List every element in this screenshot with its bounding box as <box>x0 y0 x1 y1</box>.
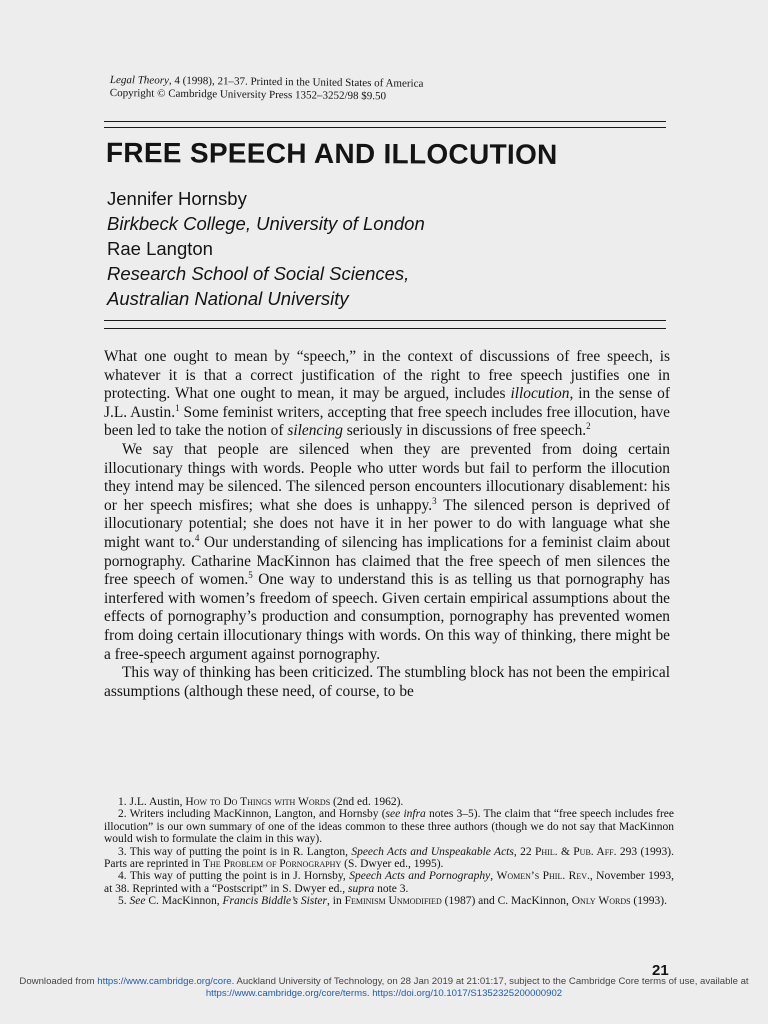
author-affiliation: Research School of Social Sciences, <box>107 263 410 284</box>
footnote-text: , 22 <box>513 845 535 858</box>
footnote-text: notes 3–5). The claim that “free speech includes free illocution” is our own summary of one of the ideas common to these three authors (though we do not say that MacKinnon would wish to formulate the claim in this way). <box>104 808 674 846</box>
body-text: What one ought to mean by “speech,” in the context of discussions of free speech, is whatever it is that a correct justification of the right to free speech justifies one in protecting. What one ought to mean, it may be argued, includes <box>104 348 670 403</box>
body-text: Some feminist writers, accepting that free speech includes free illocution, have been led to take the notion of <box>104 403 670 440</box>
footnote-text: 3. This way of putting the point is in R. Langton, <box>118 845 352 858</box>
footnote-text: 4. This way of putting the point is in J. Hornsby, <box>118 870 350 883</box>
footnote-text: 1. J.L. Austin, <box>118 796 186 808</box>
body-paragraph <box>104 441 670 664</box>
footnote-text: , in <box>327 895 345 908</box>
author-affiliation: Birkbeck College, University of London <box>107 213 425 234</box>
footer-text: . <box>366 988 373 999</box>
footnote-ref: 5 <box>248 570 253 580</box>
footer-text: Downloaded from <box>19 976 98 987</box>
footnote-text: (1993). <box>630 895 667 908</box>
footnote <box>104 870 674 895</box>
footnote-text: (2nd ed. 1962). <box>330 796 404 808</box>
footnote-smallcaps: Women’s Phil. Rev. <box>496 870 590 883</box>
footnote <box>104 846 674 871</box>
article-body <box>104 348 670 701</box>
footnote-smallcaps: Feminism Unmodified <box>344 895 442 908</box>
footnote-text: , November 1993, at 38. Reprinted with a “Postscript” in S. Dwyer ed., <box>104 870 674 895</box>
footnote-ref: 4 <box>194 532 200 543</box>
author-name: Jennifer Hornsby <box>107 188 247 209</box>
journal-header <box>110 74 424 104</box>
footer-link-terms[interactable]: https://www.cambridge.org/core/terms <box>205 988 367 999</box>
footnote-text: note 3. <box>374 882 409 895</box>
download-footer <box>4 976 764 1000</box>
mid-rule-1 <box>104 320 666 321</box>
footnote-text: 2. Writers including MacKinnon, Langton, and Hornsby ( <box>118 808 386 821</box>
body-paragraph: This way of thinking has been criticized. The stumbling block has not been the empirical assumptions (although these need, of course, to be <box>104 664 670 700</box>
mid-rule-2 <box>104 328 666 329</box>
author-affiliation: Australian National University <box>107 288 349 309</box>
footnote-text: 5. <box>118 895 130 908</box>
footer-link-core[interactable]: https://www.cambridge.org/core <box>97 976 232 987</box>
top-rule-2 <box>104 127 666 128</box>
body-text: The silenced person is deprived of illocutionary potential; she does not have it in her power to do with language what she might want to. <box>104 496 671 551</box>
footnote-text: , <box>490 870 497 883</box>
footnote-smallcaps: The Problem of Pornography <box>203 858 342 871</box>
article-title: FREE SPEECH AND ILLOCUTION <box>105 137 558 170</box>
footnote-emphasis: Speech Acts and Unspeakable Acts <box>351 845 514 858</box>
body-text: We say that people are silenced when they are prevented from doing certain illocutionary things with words. People who utter words but fail to perform the illocution they intend may be silenced. The silenced person encounters illocutionary disablement: his or her speech misfires; what she does is unhappy. <box>104 440 670 514</box>
footnote-smallcaps: How to Do Things with Words <box>185 796 331 808</box>
body-emphasis: illocution <box>510 385 570 403</box>
page-number: 21 <box>652 962 669 979</box>
footnote <box>104 808 674 845</box>
body-text: seriously in discussions of free speech. <box>342 422 587 440</box>
footnote-ref: 3 <box>432 495 437 506</box>
footnote-text: 293 (1993). Parts are reprinted in <box>104 845 674 871</box>
footnote-ref: 2 <box>586 421 591 432</box>
body-text: One way to understand this is as telling us that pornography has interfered with women’s freedom of speech. Given certain empirical assumptions about the effects of pornography’s production and consumption, pornography has prevented women from doing certain illocutionary things with words. On this way of thinking, there might be a free-speech argument against pornography. <box>104 571 671 663</box>
body-emphasis: silencing <box>287 422 343 440</box>
body-paragraph <box>104 348 670 441</box>
copyright-line: Copyright © Cambridge University Press 1352–3252/98 $9.50 <box>109 86 387 103</box>
footnote-emphasis: see infra <box>385 808 426 821</box>
footer-link-doi[interactable]: https://doi.org/10.1017/S1352325200000902 <box>372 988 563 999</box>
journal-details: , 4 (1998), 21–37. Printed in the United States of America <box>168 74 424 90</box>
author-name: Rae Langton <box>107 238 213 259</box>
footnote-emphasis: Francis Biddle’s Sister <box>222 895 328 908</box>
footnote-emphasis: See <box>129 895 146 908</box>
footnote-ref: 1 <box>175 402 180 413</box>
footnote-emphasis: supra <box>348 882 375 895</box>
body-text: Our understanding of silencing has implications for a feminist claim about pornography. Catharine MacKinnon has claimed that the free speech of men silences the free speech of women. <box>104 533 670 589</box>
author-block <box>107 186 425 311</box>
top-rule-1 <box>104 121 666 122</box>
footnotes <box>104 796 674 908</box>
footnote-smallcaps: Only Words <box>571 895 631 908</box>
footnote <box>104 895 674 907</box>
footnote-smallcaps: Phil. & Pub. Aff. <box>534 845 617 858</box>
footnote-text: (S. Dwyer ed., 1995). <box>341 858 444 871</box>
footnote-text: C. MacKinnon, <box>145 895 223 908</box>
footnote-text: (1987) and C. MacKinnon, <box>441 895 572 908</box>
journal-name: Legal Theory <box>109 74 169 87</box>
footer-text: . Auckland University of Technology, on 28 Jan 2019 at 21:01:17, subject to the Cambridge Core terms of use, available at <box>231 976 749 987</box>
footnote-emphasis: Speech Acts and Pornography <box>349 870 491 883</box>
footnote <box>104 796 674 808</box>
body-text: , in the sense of J.L. Austin. <box>104 385 670 421</box>
